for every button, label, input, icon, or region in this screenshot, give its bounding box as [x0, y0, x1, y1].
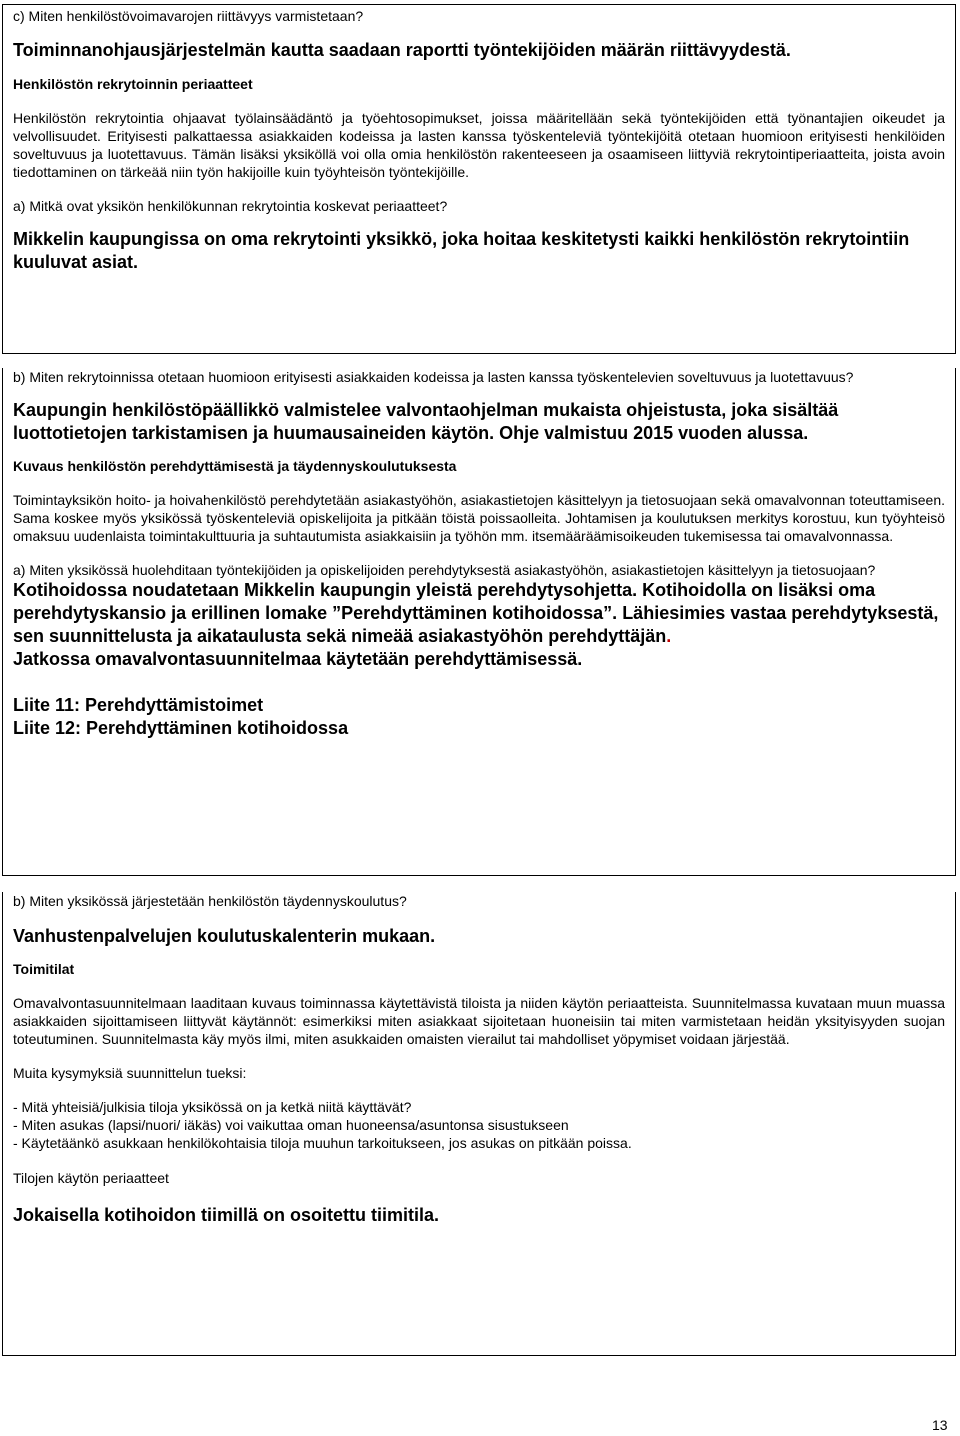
question-a-recruitment: a) Mitkä ovat yksikön henkilökunnan rekrytointia koskevat periaatteet?	[13, 198, 448, 214]
answer-b-suitability: Kaupungin henkilöstöpäällikkö valmistelee valvontaohjelman mukaista ohjeistusta, joka sisältää luottotietojen tarkistamisen ja huumausaineiden käytön. Ohje valmistuu 2015 vuoden alussa.	[13, 400, 839, 443]
planning-questions-intro: Muita kysymyksiä suunnittelun tueksi:	[13, 1065, 247, 1081]
heading-premises: Toimitilat	[13, 961, 75, 977]
answer-a-orientation-cont: Jatkossa omavalvontasuunnitelmaa käytetään perehdyttämisessä.	[13, 649, 583, 669]
heading-recruitment: Henkilöstön rekrytoinnin periaatteet	[13, 76, 253, 92]
list-item: - Mitä yhteisiä/julkisia tiloja yksikössä on ja ketkä niitä käyttävät?	[13, 1099, 412, 1115]
answer-c: Toiminnanohjausjärjestelmän kautta saadaan raportti työntekijöiden määrän riittävyydestä.	[13, 40, 791, 60]
question-b-training: b) Miten yksikössä järjestetään henkilöstön täydennyskoulutus?	[13, 893, 407, 909]
heading-orientation: Kuvaus henkilöstön perehdyttämisestä ja täydennyskoulutuksesta	[13, 458, 457, 474]
answer-a-orientation	[13, 579, 945, 671]
question-b-suitability: b) Miten rekrytoinnissa otetaan huomioon erityisesti asiakkaiden kodeissa ja lasten kanssa työskentelevien soveltuvuus ja luotettavuus?	[13, 369, 854, 385]
section-recruitment	[2, 4, 956, 354]
section-orientation	[2, 368, 956, 876]
answer-usage-principles: Jokaisella kotihoidon tiimillä on osoitettu tiimitila.	[13, 1205, 440, 1225]
answer-b-training: Vanhustenpalvelujen koulutuskalenterin mukaan.	[13, 926, 436, 946]
appendix-12: Liite 12: Perehdyttäminen kotihoidossa	[13, 718, 349, 738]
orientation-paragraph: Toimintayksikön hoito- ja hoivahenkilöstö perehdytetään asiakastyöhön, asiakastietojen käsittelyyn ja tietosuojaan sekä omavalvonnan toteuttamiseen. Sama koskee myös yksikössä työskenteleviä opiskelijoita ja pitkään töistä poissaolleita. Johtamisen ja koulutuksen merkitys korostuu, kun työyhteisö omaksuu uudenlaista toimintakulttuuria ja suhtautumista asiakkaisiin ja työhön mm. itsemääräämisoikeuden tukemisessa tai omavalvonnassa.	[13, 492, 945, 544]
document-frame	[2, 4, 956, 1356]
question-a-orientation: a) Miten yksikössä huolehditaan työntekijöiden ja opiskelijoiden perehdytyksestä asiakastyöhön, asiakastietojen käsittelyyn ja tietosuojaan?	[13, 562, 876, 578]
page-number: 13	[932, 1417, 948, 1433]
recruitment-paragraph: Henkilöstön rekrytointia ohjaavat työlainsäädäntö ja työehtosopimukset, joissa määritellään sekä työntekijöiden että työnantajien oikeudet ja velvollisuudet. Erityisesti palkattaessa asiakkaiden kodeissa ja lasten kanssa työskenteleviä työntekijöitä otetaan huomioon erityisesti henkilöiden soveltuvuus ja luotettavuus. Tämän lisäksi yksiköllä voi olla omia henkilöstön rakenteeseen ja osaamiseen liittyviä rekrytointiperiaatteita, joista avoin tiedottaminen on tärkeää niin työn hakijoille kuin työyhteisön työntekijöille.	[13, 110, 945, 180]
premises-paragraph: Omavalvontasuunnitelmaan laaditaan kuvaus toiminnassa käytettävistä tiloista ja niiden käytön periaatteista. Suunnitelmassa kuvataan muun muassa asiakkaiden sijoittamiseen liittyvät käytännöt: esimerkiksi miten asiakkaat sijoitetaan huoneisiin tai miten varmistetaan heidän yksityisyyden suojan toteutuminen. Suunnitelmasta käy myös ilmi, miten asukkaiden omaisten vierailut tai mahdolliset yöpymiset voidaan järjestää.	[13, 995, 945, 1047]
appendix-11: Liite 11: Perehdyttämistoimet	[13, 695, 264, 715]
answer-a-recruitment: Mikkelin kaupungissa on oma rekrytointi yksikkö, joka hoitaa keskitetysti kaikki henkilöstön rekrytointiin kuuluvat asiat.	[13, 229, 910, 272]
list-item: - Miten asukas (lapsi/nuori/ iäkäs) voi vaikuttaa oman huoneensa/asuntonsa sisustukseen	[13, 1117, 569, 1133]
answer-red-period: .	[666, 626, 672, 646]
section-premises	[2, 892, 956, 1356]
answer-a-orientation-main: Kotihoidossa noudatetaan Mikkelin kaupungin yleistä perehdytysohjetta. Kotihoidolla on lisäksi oma perehdytyskansio ja erillinen lomake ”Perehdyttäminen kotihoidossa”. Lähiesimies vastaa perehdytyksestä, sen suunnittelusta ja aikataulusta sekä nimeää asiakastyöhön perehdyttäjän	[13, 580, 939, 646]
heading-usage-principles: Tilojen käytön periaatteet	[13, 1170, 169, 1186]
question-c: c) Miten henkilöstövoimavarojen riittävyys varmistetaan?	[13, 8, 364, 24]
list-item: - Käytetäänkö asukkaan henkilökohtaisia tiloja muuhun tarkoitukseen, jos asukas on pitkään poissa.	[13, 1135, 632, 1151]
